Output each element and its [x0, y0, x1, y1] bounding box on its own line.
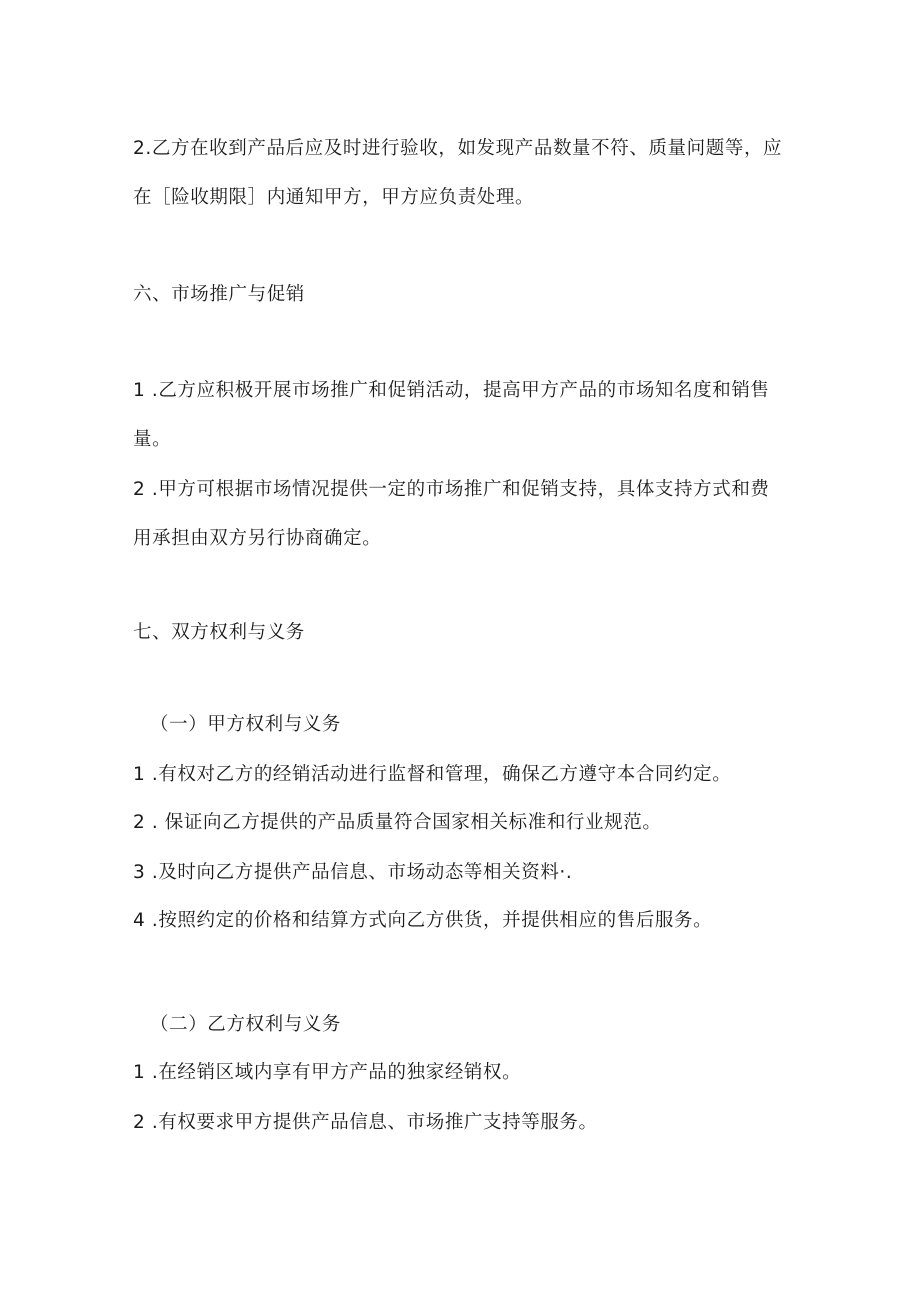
section-6-heading: 六、市场推广与促销 [133, 284, 305, 305]
clause-5-2-line-1: 2.乙方在收到产品后应及时进行验收，如发现产品数量不符、质量问题等，应 [133, 138, 783, 159]
clause-7-2-2: 2 .有权要求甲方提供产品信息、市场推广支持等服务。 [133, 1112, 598, 1133]
clause-6-1-line-1: 1 .乙方应积极开展市场推广和促销活动，提高甲方产品的市场知名度和销售 [133, 380, 770, 401]
clause-6-2-line-2: 用承担由双方另行协商确定。 [133, 528, 382, 549]
clause-7-1-1: 1 .有权对乙方的经销活动进行监督和管理，确保乙方遵守本合同约定。 [133, 764, 732, 785]
subsection-7-2-heading: （二）乙方权利与义务 [150, 1014, 342, 1035]
clause-6-1-line-2: 量。 [133, 429, 172, 450]
clause-6-2-line-1: 2 .甲方可根据市场情况提供一定的市场推广和促销支持，具体支持方式和费 [133, 479, 770, 500]
clause-7-1-4: 4 .按照约定的价格和结算方式向乙方供货，并提供相应的售后服务。 [133, 910, 713, 931]
clause-7-1-3: 3 .及时向乙方提供产品信息、市场动态等相关资料·. [133, 862, 573, 883]
section-7-heading: 七、双方权利与义务 [133, 622, 305, 643]
subsection-7-1-heading: （一）甲方权利与义务 [150, 714, 342, 735]
clause-5-2-line-2: 在［险收期限］内通知甲方，甲方应负责处理。 [133, 187, 535, 208]
clause-7-1-2: 2 . 保证向乙方提供的产品质量符合国家相关标准和行业规范。 [133, 812, 662, 833]
clause-7-2-1: 1 .在经销区域内享有甲方产品的独家经销权。 [133, 1062, 522, 1083]
